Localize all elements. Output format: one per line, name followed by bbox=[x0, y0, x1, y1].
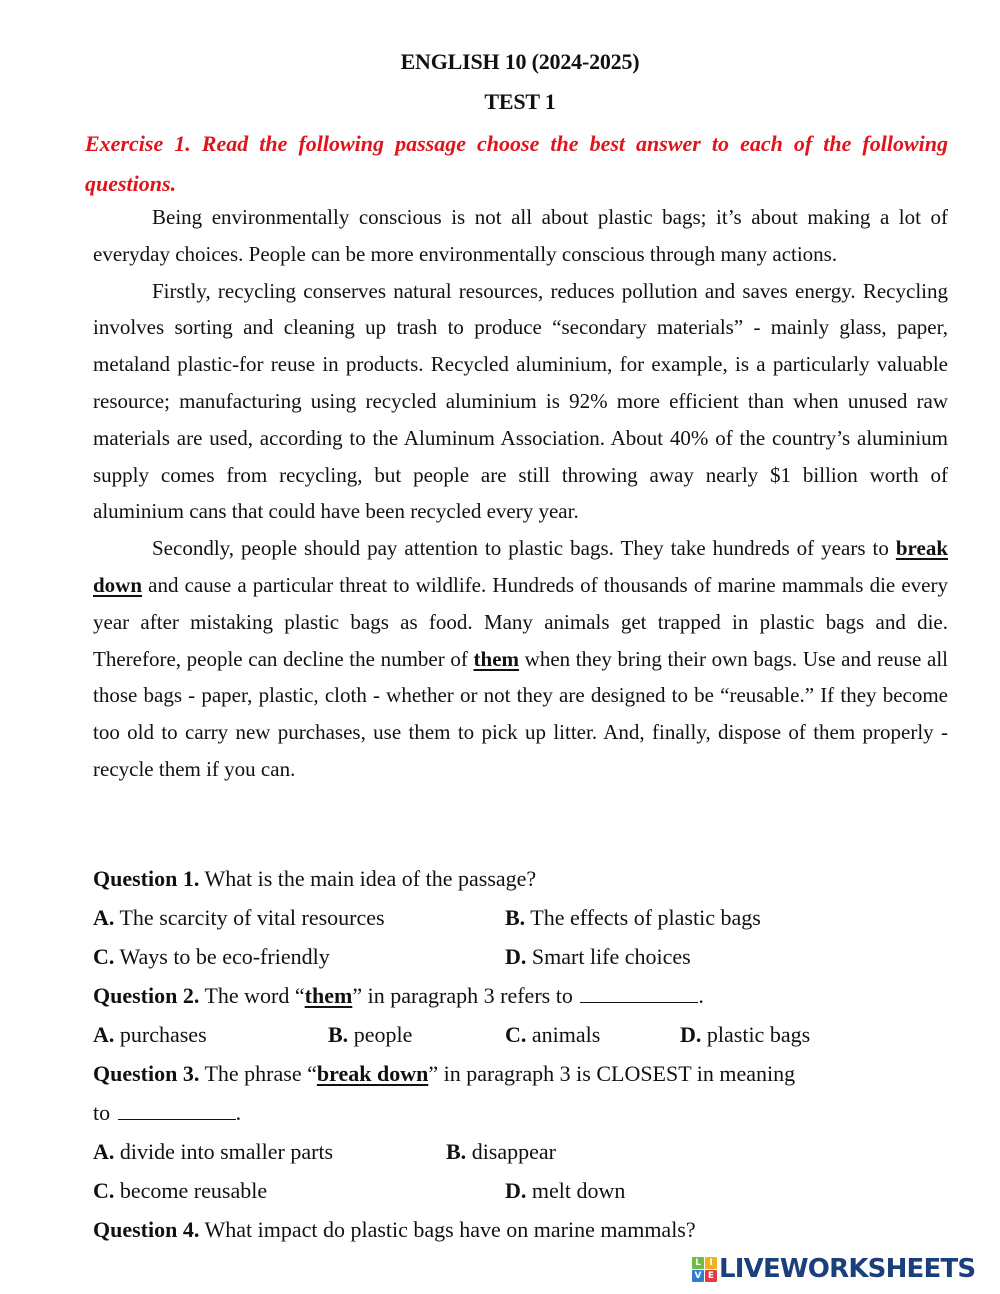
question-highlight: them bbox=[304, 983, 353, 1008]
option-letter: D. bbox=[505, 1178, 527, 1203]
question-label: Question 4. bbox=[93, 1217, 200, 1242]
option-text: The scarcity of vital resources bbox=[114, 905, 385, 930]
option-letter: B. bbox=[446, 1139, 467, 1164]
question-3 bbox=[93, 1061, 795, 1087]
question-4 bbox=[93, 1217, 696, 1243]
option-letter: B. bbox=[505, 905, 526, 930]
option-text: become reusable bbox=[114, 1178, 268, 1203]
question-end: . bbox=[698, 983, 704, 1008]
question-label: Question 1. bbox=[93, 866, 200, 891]
question-end: . bbox=[235, 1100, 242, 1125]
tile-l: L bbox=[692, 1257, 704, 1269]
option-letter: A. bbox=[93, 1139, 115, 1164]
question-label: Question 3. bbox=[93, 1061, 200, 1086]
question-text: ” in paragraph 3 refers to bbox=[352, 983, 579, 1008]
option-text: purchases bbox=[114, 1022, 207, 1047]
q3-option-c[interactable] bbox=[93, 1178, 267, 1204]
q2-option-d[interactable] bbox=[680, 1022, 810, 1048]
q2-option-a[interactable] bbox=[93, 1022, 207, 1048]
q3-option-a[interactable] bbox=[93, 1139, 333, 1165]
option-letter: D. bbox=[505, 944, 527, 969]
question-text: What impact do plastic bags have on marine mammals? bbox=[199, 1217, 696, 1242]
exercise-instruction: Exercise 1. Read the following passage choose the best answer to each of the following questions. bbox=[85, 131, 948, 196]
q2-option-c[interactable] bbox=[505, 1022, 600, 1048]
reading-passage bbox=[93, 199, 948, 788]
question-text: to bbox=[93, 1100, 116, 1125]
question-text: ” in paragraph 3 is CLOSEST in meaning bbox=[428, 1061, 796, 1086]
question-1 bbox=[93, 866, 536, 892]
option-letter: C. bbox=[93, 944, 115, 969]
answer-blank bbox=[118, 1101, 236, 1120]
paragraph-1: Being environmentally conscious is not all about plastic bags; it’s about making a lot of everyday choices. People can be more environmentally conscious through many actions. bbox=[93, 205, 948, 266]
answer-blank bbox=[580, 984, 698, 1003]
question-text: The word “ bbox=[199, 983, 305, 1008]
option-text: animals bbox=[526, 1022, 601, 1047]
question-text: What is the main idea of the passage? bbox=[199, 866, 537, 891]
live-tiles-icon bbox=[692, 1257, 717, 1282]
paragraph-3-text: Secondly, people should pay attention to plastic bags. They take hundreds of years to bbox=[152, 536, 896, 561]
option-text: The effects of plastic bags bbox=[525, 905, 761, 930]
option-text: melt down bbox=[526, 1178, 626, 1203]
paragraph-3-text: and cause a particular threat to wildlife. Hundreds of thousands of marine mammals die every year after mistaking plastic bags as food. Many animals get trapped in plastic bags and die. Therefore, people can decline the number of bbox=[93, 572, 948, 671]
q3-option-b[interactable] bbox=[446, 1139, 556, 1165]
question-label: Question 2. bbox=[93, 983, 200, 1008]
paragraph-3 bbox=[93, 530, 948, 788]
option-text: people bbox=[348, 1022, 413, 1047]
page-title: ENGLISH 10 (2024-2025) bbox=[400, 49, 640, 74]
q1-option-c[interactable] bbox=[93, 944, 330, 970]
question-highlight: break down bbox=[316, 1061, 429, 1086]
liveworksheets-logo[interactable] bbox=[692, 1254, 975, 1284]
option-letter: C. bbox=[505, 1022, 527, 1047]
option-letter: B. bbox=[328, 1022, 349, 1047]
question-text: The phrase “ bbox=[199, 1061, 317, 1086]
option-text: plastic bags bbox=[701, 1022, 811, 1047]
question-2 bbox=[93, 983, 704, 1009]
tile-i: I bbox=[705, 1257, 717, 1269]
q3-option-d[interactable] bbox=[505, 1178, 625, 1204]
q1-option-a[interactable] bbox=[93, 905, 385, 931]
highlight-them: them bbox=[473, 646, 520, 671]
option-text: divide into smaller parts bbox=[114, 1139, 334, 1164]
test-title: TEST 1 bbox=[484, 89, 556, 114]
option-letter: D. bbox=[680, 1022, 702, 1047]
option-letter: A. bbox=[93, 905, 115, 930]
tile-v: V bbox=[692, 1270, 704, 1282]
logo-text: LIVEWORKSHEETS bbox=[719, 1254, 976, 1284]
paragraph-2: Firstly, recycling conserves natural resources, reduces pollution and saves energy. Recycling involves sorting and cleaning up trash to produce “secondary materials” - mainly glass, paper, metaland plastic-for reuse in products. Recycled aluminium, for example, is a particularly valuable resource; manufacturing using recycled aluminium is 92% more efficient than when unused raw materials are used, according to the Aluminum Association. About 40% of the country’s aluminium supply comes from recycling, but people are still throwing away nearly $1 billion worth of aluminium cans that could have been recycled every year. bbox=[93, 278, 948, 524]
q1-option-d[interactable] bbox=[505, 944, 691, 970]
paragraph-3-text: when they bring their own bags. Use and reuse all those bags - paper, plastic, cloth - whether or not they are designed to be “reusable.” If they become too old to carry new purchases, use them to pick up litter. And, finally, dispose of them properly - recycle them if you can. bbox=[93, 646, 948, 781]
highlight-break-down: break down bbox=[93, 536, 948, 597]
question-3-continued bbox=[93, 1100, 241, 1126]
option-letter: A. bbox=[93, 1022, 115, 1047]
q2-option-b[interactable] bbox=[328, 1022, 412, 1048]
tile-e: E bbox=[705, 1270, 717, 1282]
option-text: disappear bbox=[466, 1139, 556, 1164]
q1-option-b[interactable] bbox=[505, 905, 761, 931]
option-text: Ways to be eco-friendly bbox=[114, 944, 330, 969]
option-text: Smart life choices bbox=[526, 944, 691, 969]
option-letter: C. bbox=[93, 1178, 115, 1203]
